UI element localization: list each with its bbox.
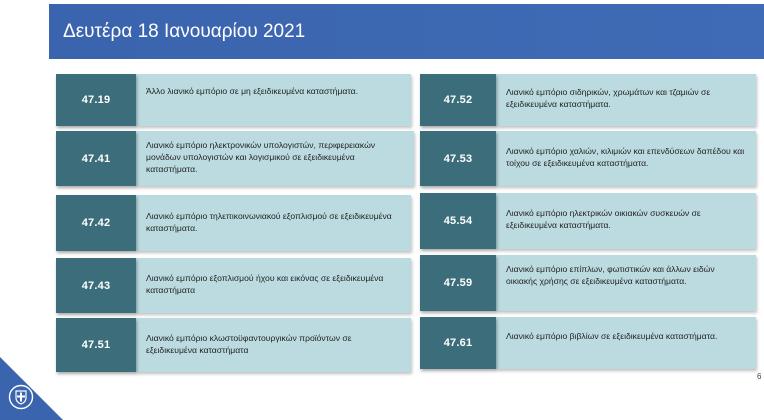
activity-description: Λιανικό εμπόριο χαλιών, κιλιμιών και επενδύσεων δαπέδου και τοίχου σε εξειδικευμένα καταστήματα. — [496, 131, 756, 186]
activity-code: 47.52 — [420, 74, 496, 126]
activity-description: Λιανικό εμπόριο ηλεκτρικών οικιακών συσκευών σε εξειδικευμένα καταστήματα. — [496, 193, 756, 249]
activity-description: Λιανικό εμπόριο εξοπλισμού ήχου και εικόνας σε εξειδικευμένα καταστήματα — [136, 258, 411, 313]
list-item — [56, 258, 411, 313]
list-item — [420, 255, 756, 311]
activity-description: Λιανικό εμπόριο ηλεκτρονικών υπολογιστών, περιφερειακών μονάδων υπολογιστών και λογισμικού σε εξειδικευμένα καταστήματα. — [136, 131, 414, 186]
activity-code: 47.59 — [420, 255, 496, 311]
activity-description: Λιανικό εμπόριο τηλεπικοινωνιακού εξοπλισμού σε εξειδικευμένα καταστήματα. — [136, 195, 411, 251]
activity-code: 47.53 — [420, 131, 496, 186]
list-item — [56, 195, 411, 251]
list-item — [420, 74, 756, 126]
greek-coat-of-arms-icon — [8, 384, 34, 410]
activity-code: 47.19 — [56, 74, 136, 126]
list-item — [420, 193, 756, 249]
activity-description: Λιανικό εμπόριο σιδηρικών, χρωμάτων και τζαμιών σε εξειδικευμένα καταστήματα. — [496, 74, 756, 126]
list-item — [420, 317, 756, 369]
list-item — [56, 318, 411, 372]
slide-header — [49, 4, 764, 59]
page-title: Δευτέρα 18 Ιανουαρίου 2021 — [63, 21, 306, 42]
activity-code: 45.54 — [420, 193, 496, 249]
list-item — [56, 131, 414, 186]
activity-code: 47.43 — [56, 258, 136, 313]
activity-description: Άλλο λιανικό εμπόριο σε μη εξειδικευμένα καταστήματα. — [136, 74, 411, 126]
activity-description: Λιανικό εμπόριο κλωστοϋφαντουργικών προϊόντων σε εξειδικευμένα καταστήματα — [136, 318, 411, 372]
page-number: 6 — [757, 372, 762, 381]
activity-code: 47.41 — [56, 131, 136, 186]
activity-description: Λιανικό εμπόριο βιβλίων σε εξειδικευμένα καταστήματα. — [496, 317, 756, 369]
activity-code: 47.42 — [56, 195, 136, 251]
activity-code: 47.61 — [420, 317, 496, 369]
activity-code: 47.51 — [56, 318, 136, 372]
list-item — [56, 74, 411, 126]
activity-description: Λιανικό εμπόριο επίπλων, φωτιστικών και άλλων ειδών οικιακής χρήσης σε εξειδικευμένα καταστήματα. — [496, 255, 756, 311]
list-item — [420, 131, 756, 186]
